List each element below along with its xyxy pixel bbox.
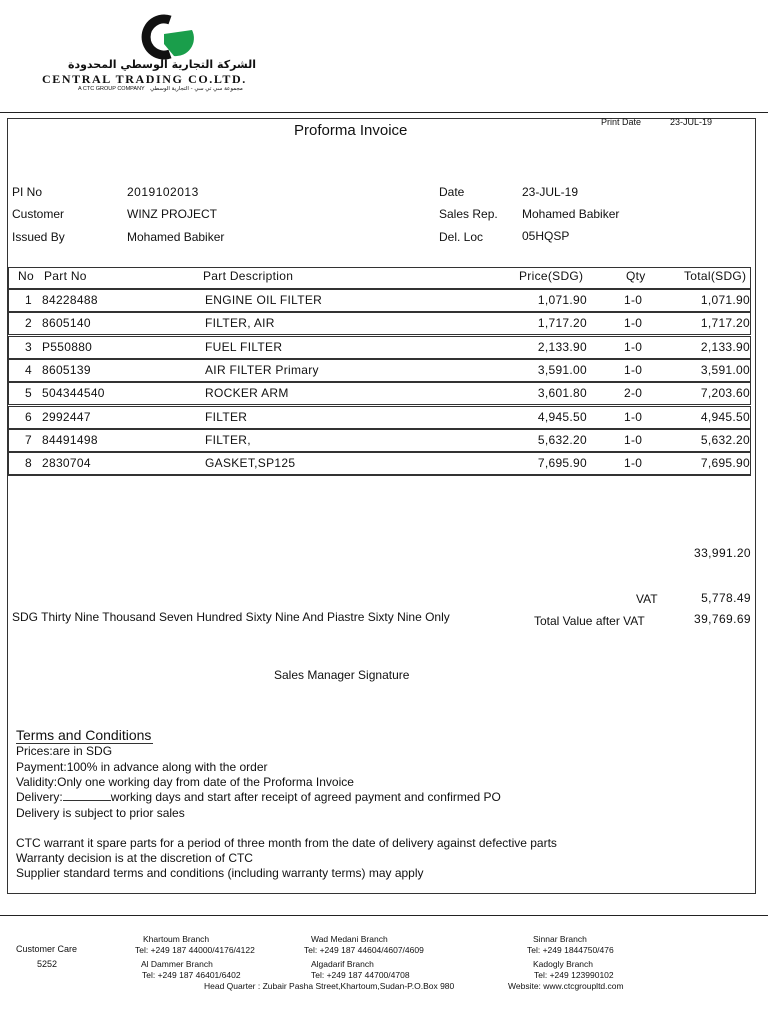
- header-divider: [0, 112, 768, 113]
- company-arabic-name: الشركة التجارية الوسطي المحدودة: [67, 58, 257, 71]
- wadmedani-branch-tel: Tel: +249 187 44604/4607/4609: [304, 945, 424, 955]
- company-subtitle: [78, 86, 243, 92]
- customer-value: WINZ PROJECT: [127, 207, 217, 221]
- cell-description: ROCKER ARM: [205, 386, 289, 400]
- pi-no-label: PI No: [12, 185, 43, 199]
- kadogly-branch-tel: Tel: +249 123990102: [534, 970, 614, 980]
- cell-qty: 1-0: [624, 363, 643, 377]
- table-row: [8, 452, 751, 475]
- customer-label: Customer: [12, 207, 65, 221]
- ctc-logo-icon: [134, 14, 198, 60]
- cell-description: AIR FILTER Primary: [205, 363, 319, 377]
- pi-no-value: 2019102013: [127, 185, 199, 199]
- terms-payment: Payment:100% in advance along with the order: [16, 760, 268, 774]
- company-subtitle-ar: مجموعة سي تي سي - التجارية الوسطي: [150, 86, 243, 92]
- terms-supplier: Supplier standard terms and conditions (including warranty terms) may apply: [16, 866, 424, 880]
- khartoum-branch-title: Khartoum Branch: [143, 934, 210, 944]
- col-qty-header: Qty: [626, 269, 646, 283]
- table-row: [8, 359, 751, 382]
- col-no-header: No: [18, 269, 34, 283]
- wadmedani-branch-title: Wad Medani Branch: [311, 934, 388, 944]
- terms-title: Terms and Conditions: [16, 727, 152, 743]
- cell-description: FUEL FILTER: [205, 340, 283, 354]
- terms-warranty-decision: Warranty decision is at the discretion of CTC: [16, 851, 253, 865]
- cell-part-no: 2830704: [42, 456, 91, 470]
- company-subtitle-en: A CTC GROUP COMPANY: [78, 86, 145, 92]
- cell-price: 4,945.50: [537, 410, 587, 424]
- col-part-no-header: Part No: [44, 269, 87, 283]
- cell-no: 1: [25, 293, 32, 307]
- cell-price: 2,133.90: [537, 340, 587, 354]
- head-quarter-address: Head Quarter : Zubair Pasha Street,Khartoum,Sudan-P.O.Box 980: [204, 981, 455, 991]
- company-english-name: CENTRAL TRADING CO.LTD.: [42, 72, 247, 86]
- terms-delivery-prefix: Delivery:: [16, 790, 63, 804]
- cell-qty: 1-0: [624, 410, 643, 424]
- cell-qty: 1-0: [624, 293, 643, 307]
- sales-rep-value: Mohamed Babiker: [522, 207, 620, 221]
- sales-rep-label: Sales Rep.: [439, 207, 498, 221]
- terms-prices: Prices:are in SDG: [16, 744, 113, 758]
- cell-qty: 1-0: [624, 456, 643, 470]
- table-header-row: [8, 267, 751, 289]
- aldammer-branch-tel: Tel: +249 187 46401/6402: [142, 970, 241, 980]
- vat-value: 5,778.49: [701, 591, 751, 605]
- table-row: [8, 312, 751, 335]
- cell-price: 1,071.90: [537, 293, 587, 307]
- cell-description: ENGINE OIL FILTER: [205, 293, 323, 307]
- cell-total: 1,717.20: [700, 316, 750, 330]
- cell-no: 3: [25, 340, 32, 354]
- cell-price: 1,717.20: [537, 316, 587, 330]
- table-row: [8, 289, 751, 312]
- cell-total: 5,632.20: [700, 433, 750, 447]
- sinnar-branch-tel: Tel: +249 1844750/476: [527, 945, 614, 955]
- subtotal-value: 33,991.20: [694, 546, 751, 560]
- aldammer-branch-title: Al Dammer Branch: [141, 959, 213, 969]
- footer-divider: [0, 915, 768, 916]
- cell-description: FILTER,: [205, 433, 251, 447]
- cell-part-no: 84228488: [42, 293, 98, 307]
- cell-price: 3,591.00: [537, 363, 587, 377]
- cell-part-no: 84491498: [42, 433, 98, 447]
- terms-delivery-suffix: working days and start after receipt of agreed payment and confirmed PO: [110, 790, 501, 804]
- amount-in-words: SDG Thirty Nine Thousand Seven Hundred Sixty Nine And Piastre Sixty Nine Only: [12, 610, 450, 624]
- cell-no: 5: [25, 386, 32, 400]
- sinnar-branch-title: Sinnar Branch: [533, 934, 587, 944]
- cell-total: 7,203.60: [700, 386, 750, 400]
- cell-part-no: 504344540: [42, 386, 105, 400]
- table-bottom-border: [8, 475, 751, 476]
- cell-price: 7,695.90: [537, 456, 587, 470]
- invoice-title: Proforma Invoice: [294, 122, 408, 139]
- customer-care-number: 5252: [37, 959, 58, 969]
- website-link[interactable]: Website: www.ctcgroupltd.com: [508, 981, 624, 991]
- cell-description: GASKET,SP125: [205, 456, 296, 470]
- cell-no: 8: [25, 456, 32, 470]
- date-value: 23-JUL-19: [522, 185, 579, 199]
- col-desc-header: Part Description: [203, 269, 294, 283]
- cell-qty: 1-0: [624, 316, 643, 330]
- cell-total: 4,945.50: [700, 410, 750, 424]
- cell-total: 1,071.90: [700, 293, 750, 307]
- table-row: [8, 429, 751, 452]
- cell-part-no: 8605140: [42, 316, 91, 330]
- algadarif-branch-title: Algadarif Branch: [311, 959, 374, 969]
- kadogly-branch-title: Kadogly Branch: [533, 959, 594, 969]
- terms-warranty: CTC warrant it spare parts for a period of three month from the date of delivery against defective parts: [16, 836, 557, 850]
- cell-no: 2: [25, 316, 32, 330]
- date-label: Date: [439, 185, 465, 199]
- del-loc-value: 05HQSP: [522, 229, 570, 243]
- table-row: [8, 382, 751, 405]
- cell-total: 3,591.00: [700, 363, 750, 377]
- cell-part-no: P550880: [42, 340, 93, 354]
- cell-part-no: 8605139: [42, 363, 91, 377]
- issued-by-label: Issued By: [12, 230, 65, 244]
- delivery-days-blank: [63, 790, 111, 801]
- table-row: [8, 336, 751, 359]
- cell-total: 2,133.90: [700, 340, 750, 354]
- algadarif-branch-tel: Tel: +249 187 44700/4708: [311, 970, 410, 980]
- signature-label: Sales Manager Signature: [274, 668, 410, 682]
- cell-description: FILTER, AIR: [205, 316, 275, 330]
- print-date-label: Print Date: [601, 117, 642, 127]
- cell-no: 4: [25, 363, 32, 377]
- after-vat-value: 39,769.69: [694, 612, 751, 626]
- cell-no: 6: [25, 410, 32, 424]
- table-row: [8, 406, 751, 429]
- print-date-value: 23-JUL-19: [670, 117, 713, 127]
- terms-delivery: [16, 790, 501, 804]
- cell-qty: 1-0: [624, 433, 643, 447]
- cell-price: 5,632.20: [537, 433, 587, 447]
- customer-care-label: Customer Care: [16, 944, 78, 954]
- vat-label: VAT: [636, 592, 658, 606]
- khartoum-branch-tel: Tel: +249 187 44000/4176/4122: [135, 945, 255, 955]
- cell-part-no: 2992447: [42, 410, 91, 424]
- cell-description: FILTER: [205, 410, 248, 424]
- terms-validity: Validity:Only one working day from date of the Proforma Invoice: [16, 775, 354, 789]
- cell-qty: 2-0: [624, 386, 643, 400]
- cell-qty: 1-0: [624, 340, 643, 354]
- terms-delivery-subject: Delivery is subject to prior sales: [16, 806, 185, 820]
- col-total-header: Total(SDG): [684, 269, 747, 283]
- cell-no: 7: [25, 433, 32, 447]
- col-price-header: Price(SDG): [519, 269, 584, 283]
- cell-total: 7,695.90: [700, 456, 750, 470]
- after-vat-label: Total Value after VAT: [534, 614, 645, 628]
- cell-price: 3,601.80: [537, 386, 587, 400]
- del-loc-label: Del. Loc: [439, 230, 484, 244]
- issued-by-value: Mohamed Babiker: [127, 230, 225, 244]
